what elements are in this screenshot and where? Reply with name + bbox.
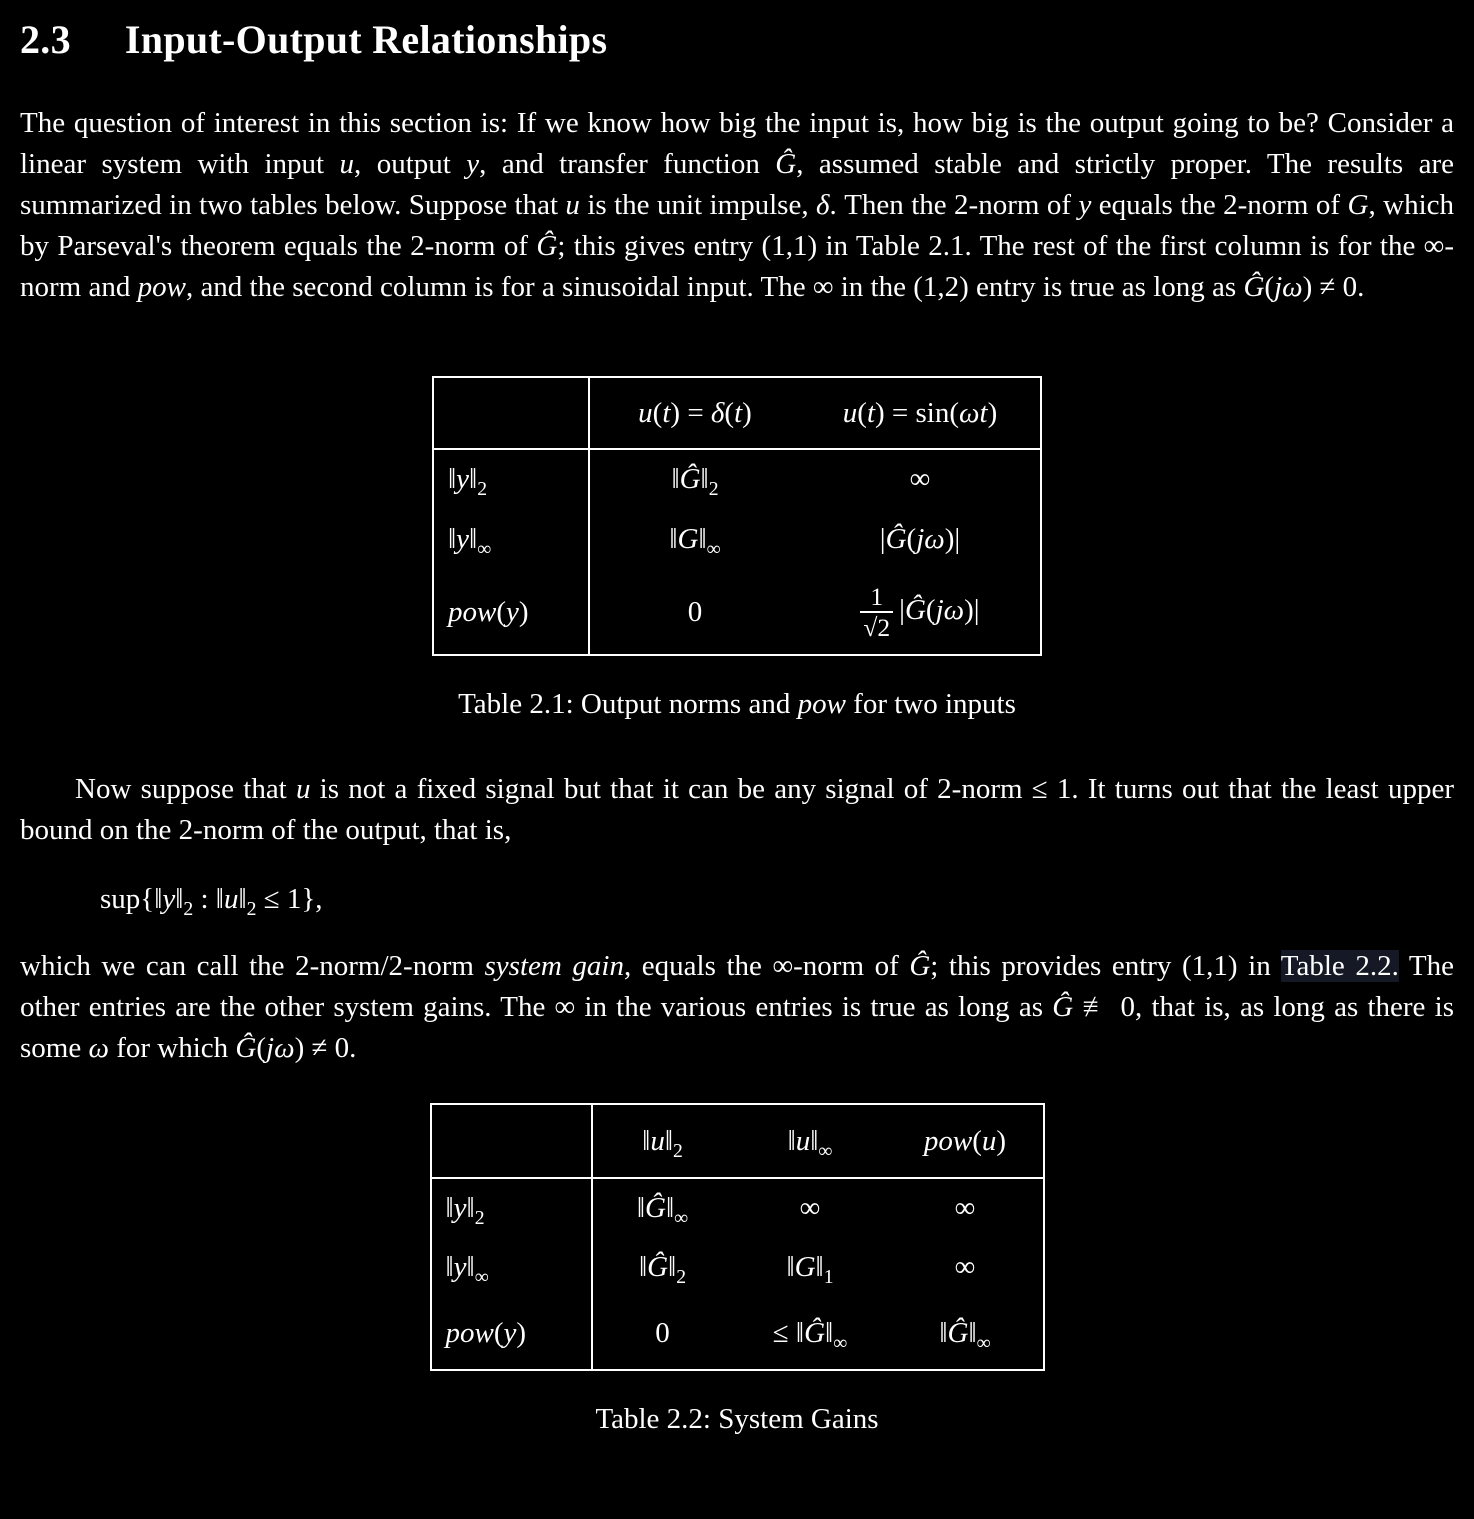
table-cell: $‖G‖_\infty$ — [669, 522, 721, 560]
table-cell: ∞ — [909, 462, 931, 495]
table-2-1-row-yinf — [433, 508, 1041, 570]
paragraph-intro: The question of interest in this section is: If we know how big the input is, how big is the output going to be? Consider a linear system with input u, output y, and transfer function Ĝ, assumed stable and strictly proper. The results are summarized in two tables below. Suppose that u is the unit impulse, δ. Then the 2-norm of y equals the 2-norm of G, which by Parseval's theorem equals the 2-norm of Ĝ; this gives entry (1,1) in Table 2.1. The rest of the first column is for the ∞-norm and pow, and the second column is for a sinusoidal input. The ∞ in the (1,2) entry is true as long as Ĝ(jω) ≠ 0. — [20, 107, 1455, 303]
row-label: pow(y) — [431, 1297, 592, 1370]
table-cell: $‖Ĝ‖_\infty$ — [939, 1316, 991, 1354]
row-label: $‖y‖_2$ — [433, 449, 589, 508]
table-cell: |Ĝ(jω)| — [879, 522, 961, 555]
row-label: $‖y‖_\infty$ — [431, 1237, 592, 1297]
table-cell-fraction — [800, 570, 1041, 655]
fraction-numerator: 1 — [870, 581, 884, 611]
table-2-2-row-pow — [431, 1297, 1044, 1370]
table-cell: ∞ — [799, 1191, 821, 1224]
table-2-2-caption: Table 2.2: System Gains — [595, 1403, 879, 1435]
row-label: pow(y) — [433, 570, 589, 655]
table-2-2-header-u2: $‖u‖_2$ — [642, 1124, 683, 1162]
table-cell: $‖Ĝ‖_\infty$ — [636, 1191, 689, 1229]
row-label: $‖y‖_2$ — [431, 1178, 592, 1237]
table-cell: ≤ $‖Ĝ‖_\infty$ — [772, 1316, 848, 1354]
row-label: $‖y‖_\infty$ — [433, 508, 589, 570]
fraction — [860, 582, 893, 643]
table-cell: $‖Ĝ‖_2$ — [638, 1250, 687, 1288]
fraction-rest: |Ĝ(jω)| — [899, 593, 980, 626]
fraction-denominator: √2 — [860, 611, 893, 642]
table-2-1-row-y2 — [433, 449, 1041, 508]
table-2-2 — [430, 1103, 1045, 1371]
paragraph-suppose: Now suppose that u is not a fixed signal but that it can be any signal of 2-norm ≤ 1. It turns out that the least upper bound on the 2-norm of the output, that is, — [20, 773, 1454, 846]
table-2-1-header-row — [433, 377, 1041, 449]
table-2-2-corner-cell — [431, 1104, 592, 1178]
table-2-2-link[interactable]: Table 2.2. — [1280, 950, 1399, 982]
table-2-1-row-pow — [433, 570, 1041, 655]
table-cell: $‖Ĝ‖_2$ — [671, 462, 719, 500]
table-2-2-header-powu: pow(u) — [923, 1124, 1007, 1157]
section-number: 2.3 — [20, 17, 71, 62]
table-2-2-header-uinf: $‖u‖_\infty$ — [787, 1124, 833, 1162]
paragraph-3-text-after-link: The other entries are the other system gains. The ∞ in the various entries is true as long as Ĝ ≢ 0, that is, as long as there is some ω for which Ĝ(jω) ≠ 0. — [20, 950, 1455, 1064]
table-cell: ∞ — [954, 1191, 976, 1224]
table-2-2-row-y2 — [431, 1178, 1044, 1237]
table-cell: 0 — [687, 595, 703, 628]
table-2-1-header-sinusoid: u(t) = sin(ωt) — [842, 396, 998, 429]
table-cell: $‖G‖_1$ — [786, 1250, 834, 1288]
display-equation-sup: $sup\{‖y‖_2$ : $‖u‖_2 \le 1$}, — [100, 883, 323, 920]
section-heading — [20, 16, 1454, 63]
paragraph-3-text-before-link: which we can call the 2-norm/2-norm system gain, equals the ∞-norm of Ĝ; this provides entry (1,1) in — [20, 950, 1281, 982]
table-2-1-caption: Table 2.1: Output norms and pow for two inputs — [458, 688, 1016, 720]
table-2-1-corner-cell — [433, 377, 589, 449]
paragraph-system-gain — [20, 946, 1454, 1069]
table-2-1-header-impulse: u(t) = δ(t) — [638, 396, 752, 429]
table-cell: 0 — [655, 1316, 670, 1349]
table-cell: ∞ — [954, 1250, 976, 1283]
table-2-2-header-row — [431, 1104, 1044, 1178]
table-2-1 — [432, 376, 1042, 656]
section-title: Input-Output Relationships — [124, 17, 608, 62]
table-2-2-row-yinf — [431, 1237, 1044, 1297]
